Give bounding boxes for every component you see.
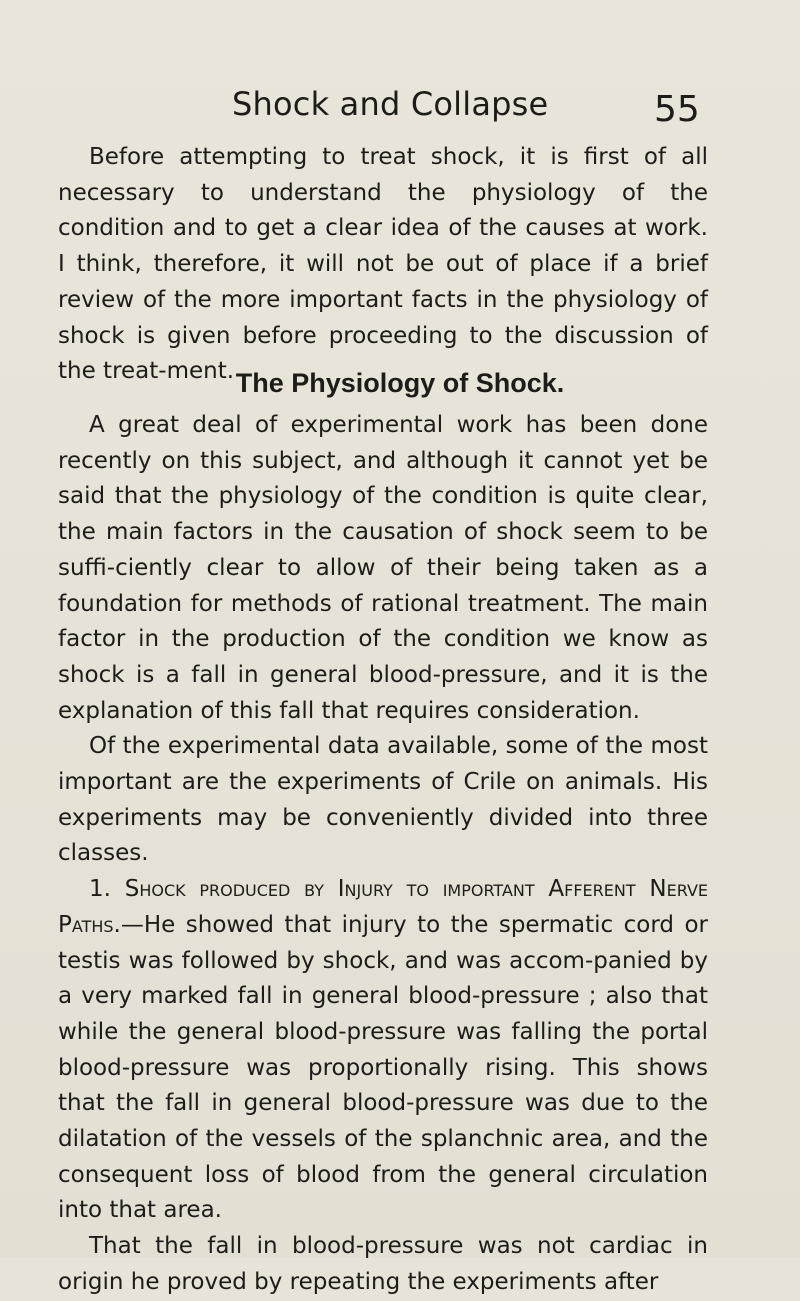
intro-paragraph: Before attempting to treat shock, it is first of all necessary to understand the physiology of the condition and to get a clear idea of the causes at work. I think, therefore, it will not be out of place if a brief review of the more important facts in the physiology of shock is given before proceeding to the discussion of the treat-ment.: [58, 144, 708, 385]
numbered-item-heading: Shock produced by Injury to important Afferent Nerve Paths.: [58, 876, 708, 938]
numbered-item-paragraph: [58, 872, 708, 1229]
body-text-block: [58, 408, 708, 1301]
section-heading: The Physiology of Shock.: [235, 368, 565, 398]
numbered-item-number: 1.: [89, 876, 111, 903]
intro-text-block: [58, 140, 708, 390]
closing-paragraph: That the fall in blood-pressure was not cardiac in origin he proved by repeating the experiments after: [58, 1233, 708, 1295]
running-title: Shock and Collapse: [232, 85, 549, 123]
body-paragraph: Of the experimental data available, some of the most important are the experiments of Crile on animals. His experiments may be conveniently divided into three classes.: [58, 733, 708, 867]
page-number: 55: [654, 89, 700, 130]
running-head: [0, 84, 800, 134]
body-paragraph: A great deal of experimental work has been done recently on this subject, and although it cannot yet be said that the physiology of the condition is quite clear, the main factors in the causation of shock seem to be suffi-ciently clear to allow of their being taken as a foundation for methods of rational treatment. The main factor in the production of the condition we know as shock is a fall in general blood-pressure, and it is the explanation of this fall that requires consideration.: [58, 412, 708, 724]
numbered-item-body: —He showed that injury to the spermatic cord or testis was followed by shock, and was accom-panied by a very marked fall in general blood-pressure ; also that while the general blood-pressure was falling the portal blood-pressure was proportionally rising. This shows that the fall in general blood-pressure was due to the dilatation of the vessels of the splanchnic area, and the consequent loss of blood from the general circulation into that area.: [58, 911, 708, 1224]
